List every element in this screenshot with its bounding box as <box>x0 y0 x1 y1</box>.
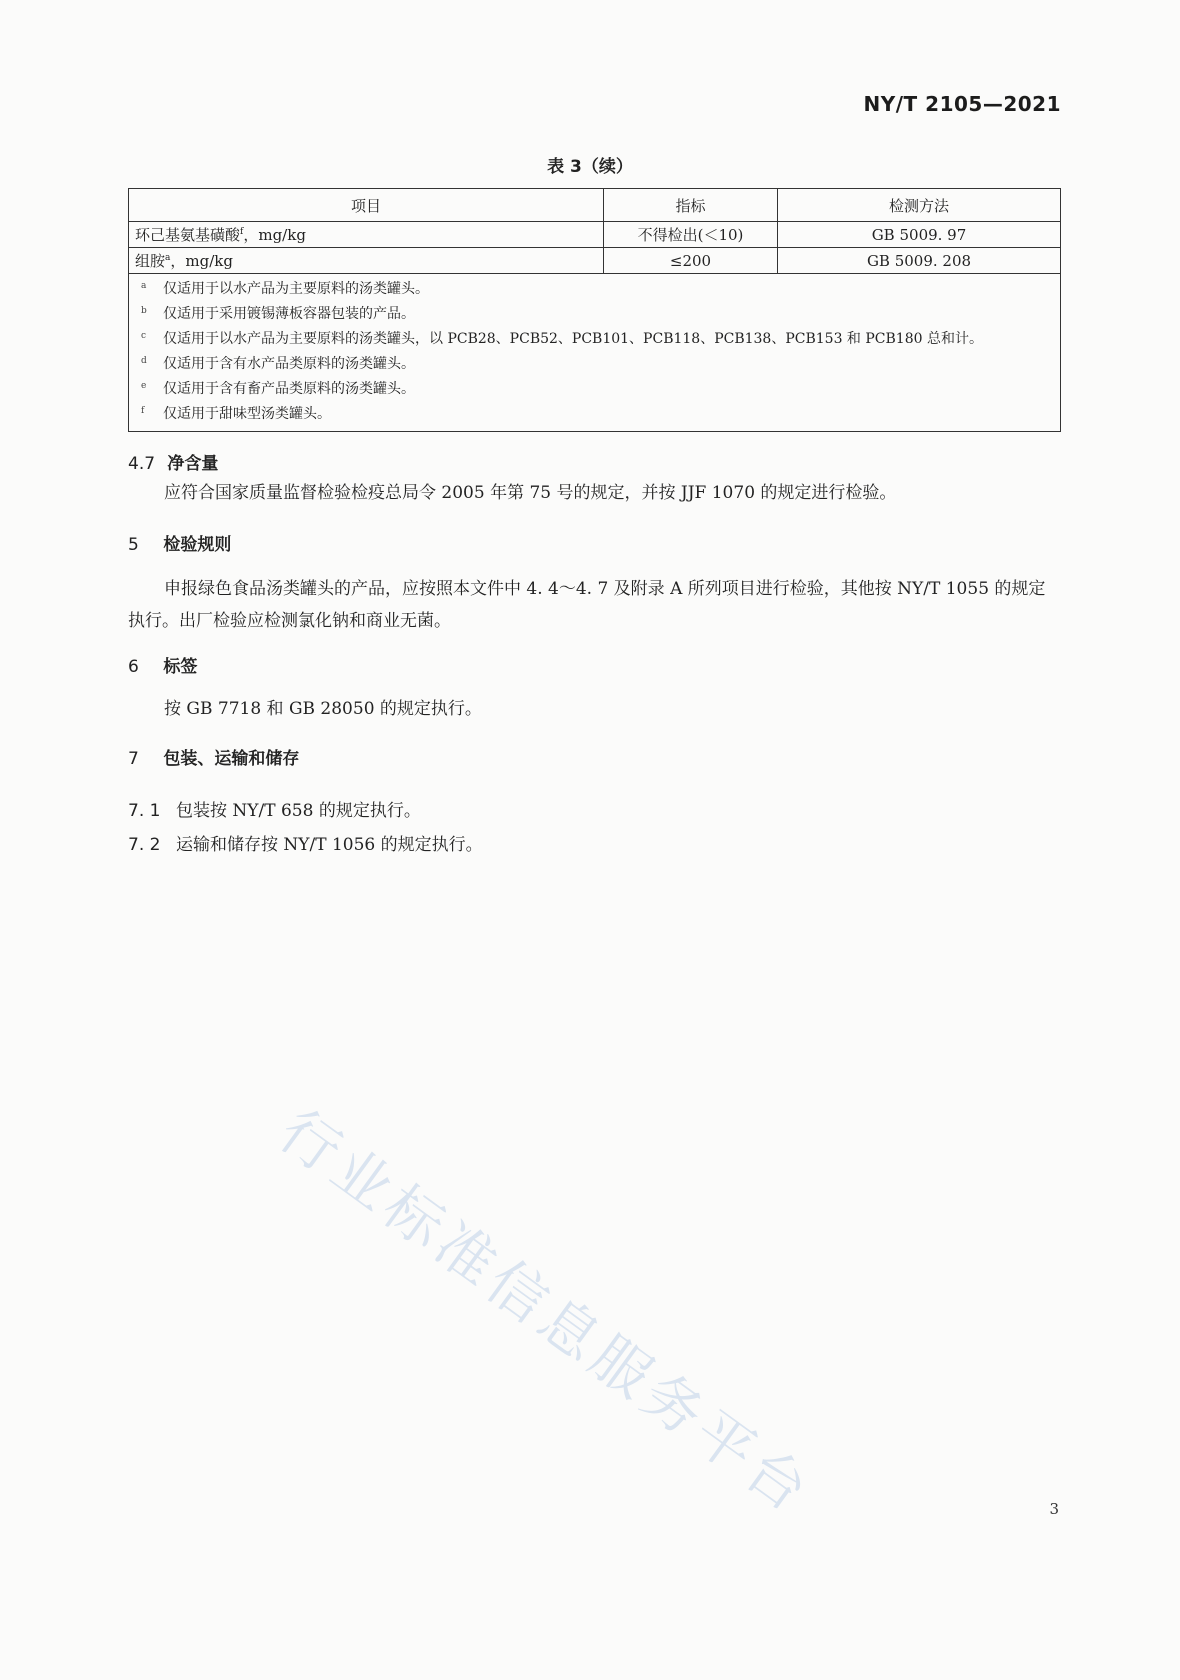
table-caption: 表 3（续） <box>547 157 633 177</box>
table-notes <box>129 274 1061 432</box>
column-header-limit: 指标 <box>604 189 778 222</box>
row-item-cell: 环己基氨基磺酸$^f$，mg/kg <box>129 222 604 248</box>
watermark: 行业标准信息服务平台 <box>267 1096 825 1528</box>
section-7-2: 7. 2 运输和储存按 NY/T 1056 的规定执行。 <box>128 835 483 855</box>
section-heading-6: 6 标签 <box>128 657 198 677</box>
table-note: b 仅适用于采用镀锡薄板容器包装的产品。 <box>141 306 415 322</box>
table-row <box>129 222 1061 248</box>
section-heading-4-7: 4.7 净含量 <box>128 454 219 474</box>
row-limit-cell: ≤200 <box>604 248 778 274</box>
section-5-body: 申报绿色食品汤类罐头的产品，应按照本文件中 4. 4～4. 7 及附录 A 所列项目进行检验，其他按 NY/T 1055 的规定执行。出厂检验应检测氯化钠和商业无菌。 <box>128 579 1046 631</box>
table-note: a 仅适用于以水产品为主要原料的汤类罐头。 <box>141 281 429 297</box>
column-header-item: 项目 <box>129 189 604 222</box>
table-note: f 仅适用于甜味型汤类罐头。 <box>141 406 331 422</box>
column-header-method: 检测方法 <box>778 189 1061 222</box>
page-number: 3 <box>1049 1500 1059 1518</box>
table-note: e 仅适用于含有畜产品类原料的汤类罐头。 <box>141 381 415 397</box>
row-method-cell: GB 5009. 208 <box>778 248 1061 274</box>
row-method-cell: GB 5009. 97 <box>778 222 1061 248</box>
section-heading-5: 5 检验规则 <box>128 535 232 555</box>
table-note: c 仅适用于以水产品为主要原料的汤类罐头，以 PCB28、PCB52、PCB101、PCB118、PCB138、PCB153 和 PCB180 总和计。 <box>141 331 983 347</box>
section-heading-7: 7 包装、运输和储存 <box>128 749 300 769</box>
standard-code: NY/T 2105—2021 <box>863 92 1061 116</box>
table-header-row <box>129 189 1061 222</box>
row-item-cell: 组胺$^a$，mg/kg <box>129 248 604 274</box>
spec-table <box>128 188 1061 432</box>
section-6-body: 按 GB 7718 和 GB 28050 的规定执行。 <box>164 699 482 719</box>
table-row <box>129 248 1061 274</box>
row-limit-cell: 不得检出(＜10) <box>604 222 778 248</box>
table-note: d 仅适用于含有水产品类原料的汤类罐头。 <box>141 356 415 372</box>
table-notes-row <box>129 274 1061 432</box>
section-7-1: 7. 1 包装按 NY/T 658 的规定执行。 <box>128 801 421 821</box>
section-4-7-body: 应符合国家质量监督检验检疫总局令 2005 年第 75 号的规定，并按 JJF 1070 的规定进行检验。 <box>164 483 897 503</box>
